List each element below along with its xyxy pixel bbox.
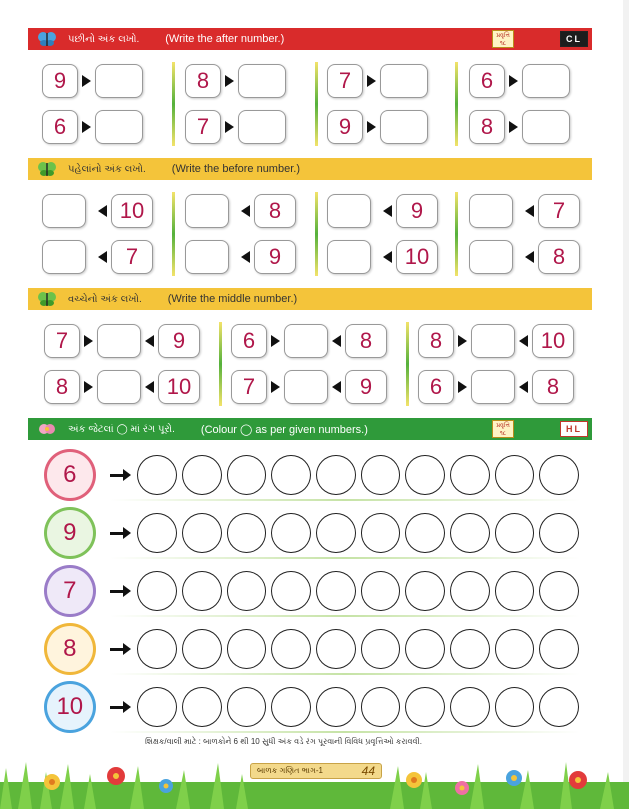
divider bbox=[315, 192, 318, 276]
given-number: 8 bbox=[254, 194, 296, 228]
after-exercise bbox=[469, 64, 570, 98]
butterfly-icon bbox=[36, 160, 58, 178]
given-number: 9 bbox=[254, 240, 296, 274]
colour-circle[interactable] bbox=[182, 571, 222, 611]
after-exercise bbox=[327, 110, 428, 144]
given-number: 10 bbox=[158, 370, 200, 404]
colour-circle[interactable] bbox=[271, 513, 311, 553]
arrow-left-icon bbox=[98, 205, 107, 217]
divider bbox=[455, 192, 458, 276]
middle-exercise bbox=[44, 324, 200, 358]
colour-circle[interactable] bbox=[361, 571, 401, 611]
answer-box[interactable] bbox=[284, 370, 328, 404]
arrow-right-icon bbox=[225, 121, 234, 133]
colour-circle[interactable] bbox=[450, 455, 490, 495]
answer-box[interactable] bbox=[185, 240, 229, 274]
colour-circle[interactable] bbox=[495, 687, 535, 727]
answer-box[interactable] bbox=[471, 324, 515, 358]
arrow-right-icon bbox=[225, 75, 234, 87]
colour-circle[interactable] bbox=[182, 513, 222, 553]
colour-circle[interactable] bbox=[182, 629, 222, 669]
arrow-right-icon bbox=[367, 121, 376, 133]
count-circle: 10 bbox=[44, 681, 96, 733]
before-exercise bbox=[42, 194, 153, 228]
given-number: 10 bbox=[111, 194, 153, 228]
given-number: 9 bbox=[345, 370, 387, 404]
colour-row bbox=[44, 449, 584, 501]
before-exercise bbox=[185, 194, 296, 228]
arrow-right-icon bbox=[458, 381, 467, 393]
colour-circle[interactable] bbox=[316, 455, 356, 495]
colour-circle[interactable] bbox=[539, 687, 579, 727]
arrow-right-icon bbox=[271, 335, 280, 347]
colour-circle[interactable] bbox=[137, 513, 177, 553]
middle-exercise bbox=[231, 324, 387, 358]
colour-circle[interactable] bbox=[137, 629, 177, 669]
page-edge bbox=[623, 0, 629, 809]
before-exercise bbox=[185, 240, 296, 274]
given-number: 9 bbox=[396, 194, 438, 228]
colour-circle[interactable] bbox=[227, 455, 267, 495]
arrow-right-icon bbox=[271, 381, 280, 393]
colour-circle[interactable] bbox=[539, 513, 579, 553]
colour-circle[interactable] bbox=[137, 571, 177, 611]
colour-circle[interactable] bbox=[361, 687, 401, 727]
arrow-right-icon bbox=[110, 532, 126, 535]
colour-row bbox=[44, 623, 584, 675]
colour-circle[interactable] bbox=[450, 571, 490, 611]
colour-circle[interactable] bbox=[316, 687, 356, 727]
section-after-label-en: (Write the after number.) bbox=[165, 33, 285, 45]
given-number: 10 bbox=[532, 324, 574, 358]
answer-box[interactable] bbox=[380, 64, 428, 98]
arrow-right-icon bbox=[110, 590, 126, 593]
given-number: 7 bbox=[111, 240, 153, 274]
colour-circle[interactable] bbox=[539, 629, 579, 669]
given-number: 9 bbox=[158, 324, 200, 358]
section-colour-label-en: (Colour ◯ as per given numbers.) bbox=[200, 423, 368, 436]
answer-box[interactable] bbox=[327, 194, 371, 228]
arrow-left-icon bbox=[241, 205, 250, 217]
butterfly-icon bbox=[36, 30, 58, 48]
colour-circle[interactable] bbox=[271, 629, 311, 669]
given-number: 8 bbox=[185, 64, 221, 98]
section-before-bar bbox=[28, 158, 592, 180]
page-footer-pill bbox=[250, 763, 382, 779]
answer-box[interactable] bbox=[42, 240, 86, 274]
colour-circle[interactable] bbox=[316, 513, 356, 553]
answer-box[interactable] bbox=[238, 110, 286, 144]
after-exercise bbox=[327, 64, 428, 98]
count-circle: 7 bbox=[44, 565, 96, 617]
arrow-right-icon bbox=[82, 121, 91, 133]
before-exercise bbox=[42, 240, 153, 274]
arrow-right-icon bbox=[458, 335, 467, 347]
after-exercise bbox=[185, 64, 286, 98]
arrow-left-icon bbox=[332, 335, 341, 347]
colour-circle[interactable] bbox=[316, 629, 356, 669]
arrow-left-icon bbox=[98, 251, 107, 263]
arrow-left-icon bbox=[525, 205, 534, 217]
section-before-label-gu: પહેલાંનો અંક લખો. bbox=[68, 163, 146, 175]
arrow-right-icon bbox=[84, 381, 93, 393]
given-number: 8 bbox=[345, 324, 387, 358]
colour-circle[interactable] bbox=[495, 571, 535, 611]
after-exercise bbox=[42, 64, 143, 98]
answer-box[interactable] bbox=[42, 194, 86, 228]
activity-badge: પ્રવૃત્તિ ૧૮ bbox=[492, 30, 514, 48]
hl-tag: HL bbox=[560, 421, 588, 437]
colour-circle[interactable] bbox=[495, 455, 535, 495]
book-title: બાળક ગણિત ભાગ-1 bbox=[257, 766, 323, 775]
colour-circle[interactable] bbox=[182, 687, 222, 727]
butterfly-icon bbox=[36, 290, 58, 308]
colour-circle[interactable] bbox=[405, 571, 445, 611]
colour-circle[interactable] bbox=[450, 687, 490, 727]
colour-row bbox=[44, 507, 584, 559]
section-middle-bar bbox=[28, 288, 592, 310]
colour-circle[interactable] bbox=[405, 687, 445, 727]
cl-tag: CL bbox=[560, 31, 588, 47]
colour-circle[interactable] bbox=[539, 571, 579, 611]
given-number: 8 bbox=[532, 370, 574, 404]
answer-box[interactable] bbox=[471, 370, 515, 404]
colour-circle[interactable] bbox=[137, 687, 177, 727]
arrow-left-icon bbox=[519, 335, 528, 347]
arrow-right-icon bbox=[367, 75, 376, 87]
section-middle-label-en: (Write the middle number.) bbox=[167, 293, 298, 305]
before-exercise bbox=[469, 240, 580, 274]
given-number: 9 bbox=[42, 64, 78, 98]
given-number: 7 bbox=[185, 110, 221, 144]
divider bbox=[455, 62, 458, 146]
colour-circle[interactable] bbox=[227, 571, 267, 611]
given-number: 10 bbox=[396, 240, 438, 274]
arrow-left-icon bbox=[525, 251, 534, 263]
section-before-label-en: (Write the before number.) bbox=[171, 163, 300, 175]
given-number: 7 bbox=[327, 64, 363, 98]
section-colour-label-gu: અંક જેટલાં ◯ માં રંગ પૂરો. bbox=[68, 423, 175, 435]
colour-circle[interactable] bbox=[227, 629, 267, 669]
colour-circle[interactable] bbox=[361, 513, 401, 553]
section-middle-label-gu: વચ્ચેનો અંક લખો. bbox=[68, 293, 142, 305]
colour-row bbox=[44, 681, 584, 733]
given-number: 7 bbox=[538, 194, 580, 228]
colour-circle[interactable] bbox=[450, 629, 490, 669]
answer-box[interactable] bbox=[97, 370, 141, 404]
given-number: 8 bbox=[418, 324, 454, 358]
divider bbox=[172, 62, 175, 146]
arrow-left-icon bbox=[519, 381, 528, 393]
section-after-label-gu: પછીનો અંક લખો. bbox=[68, 33, 140, 45]
arrow-right-icon bbox=[110, 648, 126, 651]
divider bbox=[219, 322, 222, 406]
answer-box[interactable] bbox=[238, 64, 286, 98]
after-exercise bbox=[185, 110, 286, 144]
arrow-right-icon bbox=[110, 474, 126, 477]
colour-circle[interactable] bbox=[271, 455, 311, 495]
answer-box[interactable] bbox=[95, 64, 143, 98]
colour-circle[interactable] bbox=[227, 513, 267, 553]
divider bbox=[406, 322, 409, 406]
colour-circle[interactable] bbox=[271, 571, 311, 611]
given-number: 7 bbox=[231, 370, 267, 404]
middle-exercise bbox=[418, 324, 574, 358]
answer-box[interactable] bbox=[97, 324, 141, 358]
divider bbox=[172, 192, 175, 276]
given-number: 6 bbox=[231, 324, 267, 358]
answer-box[interactable] bbox=[522, 64, 570, 98]
answer-box[interactable] bbox=[522, 110, 570, 144]
colour-circle[interactable] bbox=[495, 513, 535, 553]
middle-exercise bbox=[44, 370, 200, 404]
colour-circle[interactable] bbox=[361, 455, 401, 495]
arrow-right-icon bbox=[82, 75, 91, 87]
answer-box[interactable] bbox=[380, 110, 428, 144]
colour-circle[interactable] bbox=[450, 513, 490, 553]
answer-box[interactable] bbox=[469, 194, 513, 228]
given-number: 8 bbox=[538, 240, 580, 274]
given-number: 6 bbox=[418, 370, 454, 404]
arrow-left-icon bbox=[145, 381, 154, 393]
before-exercise bbox=[327, 194, 438, 228]
given-number: 9 bbox=[327, 110, 363, 144]
middle-exercise bbox=[231, 370, 387, 404]
arrow-left-icon bbox=[332, 381, 341, 393]
colour-circle[interactable] bbox=[361, 629, 401, 669]
count-circle: 6 bbox=[44, 449, 96, 501]
colour-circle[interactable] bbox=[539, 455, 579, 495]
arrow-right-icon bbox=[509, 75, 518, 87]
arrow-left-icon bbox=[383, 251, 392, 263]
colour-circle[interactable] bbox=[405, 455, 445, 495]
flower-icon bbox=[36, 420, 58, 438]
after-exercise bbox=[469, 110, 570, 144]
page-number: 44 bbox=[361, 764, 375, 778]
given-number: 7 bbox=[44, 324, 80, 358]
arrow-left-icon bbox=[383, 205, 392, 217]
divider bbox=[315, 62, 318, 146]
colour-circle[interactable] bbox=[182, 455, 222, 495]
answer-box[interactable] bbox=[469, 240, 513, 274]
colour-circle[interactable] bbox=[405, 513, 445, 553]
before-exercise bbox=[327, 240, 438, 274]
middle-exercise bbox=[418, 370, 574, 404]
activity-badge: પ્રવૃત્તિ ૧૮ bbox=[492, 420, 514, 438]
after-exercise bbox=[42, 110, 143, 144]
given-number: 6 bbox=[42, 110, 78, 144]
teacher-note: શિક્ષક/વાલી માટે : બાળકોને 6 થી 10 સુધી અંક વડે રંગ પૂરવાની વિવિધ પ્રવૃત્તિઓ કરાવવી. bbox=[145, 737, 422, 746]
count-circle: 9 bbox=[44, 507, 96, 559]
colour-circle[interactable] bbox=[405, 629, 445, 669]
colour-circle[interactable] bbox=[316, 571, 356, 611]
colour-row bbox=[44, 565, 584, 617]
colour-circle[interactable] bbox=[227, 687, 267, 727]
arrow-right-icon bbox=[84, 335, 93, 347]
colour-circle[interactable] bbox=[271, 687, 311, 727]
arrow-right-icon bbox=[509, 121, 518, 133]
given-number: 8 bbox=[44, 370, 80, 404]
colour-circle[interactable] bbox=[495, 629, 535, 669]
answer-box[interactable] bbox=[327, 240, 371, 274]
answer-box[interactable] bbox=[185, 194, 229, 228]
answer-box[interactable] bbox=[95, 110, 143, 144]
arrow-right-icon bbox=[110, 706, 126, 709]
given-number: 6 bbox=[469, 64, 505, 98]
given-number: 8 bbox=[469, 110, 505, 144]
colour-circle[interactable] bbox=[137, 455, 177, 495]
count-circle: 8 bbox=[44, 623, 96, 675]
before-exercise bbox=[469, 194, 580, 228]
arrow-left-icon bbox=[145, 335, 154, 347]
arrow-left-icon bbox=[241, 251, 250, 263]
answer-box[interactable] bbox=[284, 324, 328, 358]
